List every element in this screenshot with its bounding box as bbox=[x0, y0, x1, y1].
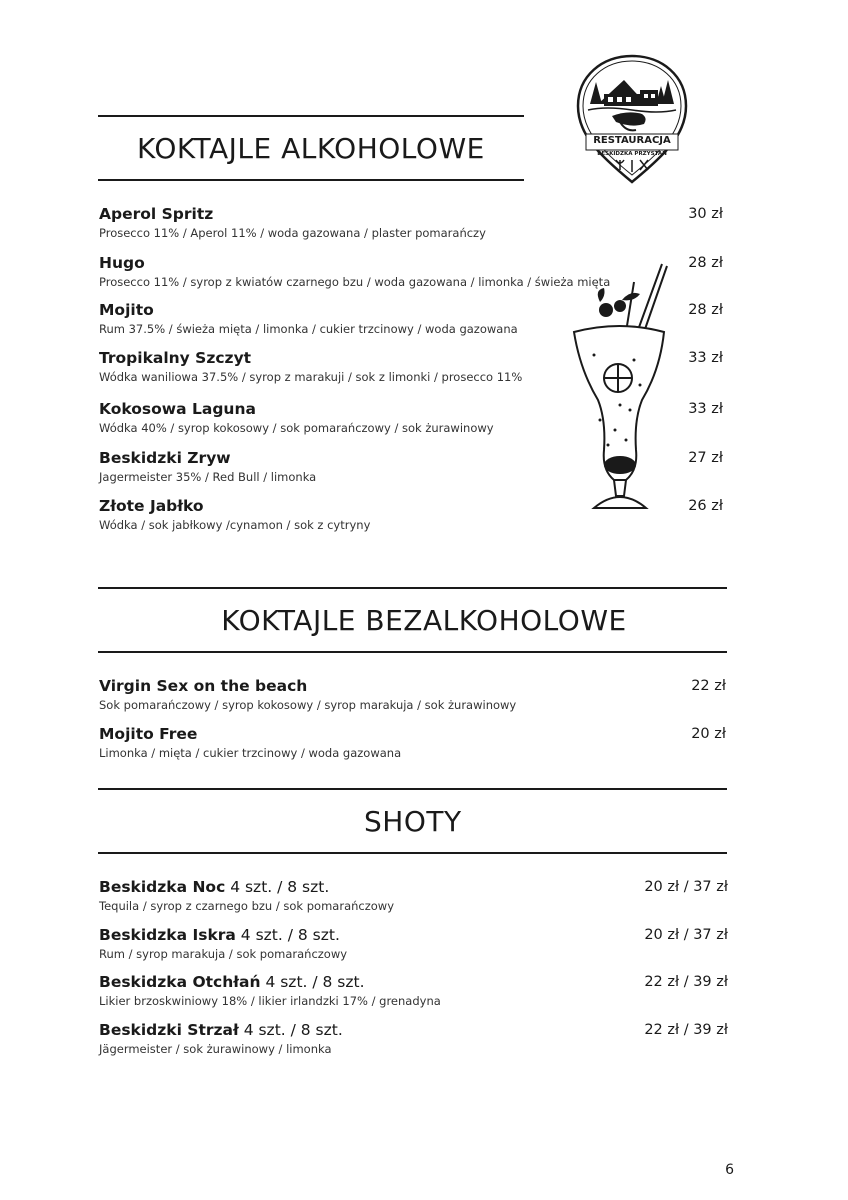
menu-item bbox=[99, 399, 729, 436]
item-name: Mojito bbox=[99, 301, 154, 319]
item-name: Hugo bbox=[99, 254, 145, 272]
section-rule-top bbox=[98, 587, 727, 589]
item-desc: Sok pomarańczowy / syrop kokosowy / syrop marakuja / sok żurawinowy bbox=[99, 698, 517, 712]
section-title: KOKTAJLE ALKOHOLOWE bbox=[137, 132, 485, 165]
item-name: Złote Jabłko bbox=[99, 497, 204, 515]
item-name: Tropikalny Szczyt bbox=[99, 349, 252, 367]
item-price: 28 zł bbox=[688, 255, 723, 271]
item-desc: Jagermeister 35% / Red Bull / limonka bbox=[99, 470, 317, 484]
item-name: Beskidzka Iskra bbox=[99, 926, 236, 944]
item-desc: Likier brzoskwiniowy 18% / likier irlandzki 17% / grenadyna bbox=[99, 994, 441, 1008]
item-name: Virgin Sex on the beach bbox=[99, 677, 308, 695]
section-rule-bottom bbox=[98, 852, 727, 854]
section-rule-top bbox=[98, 115, 524, 117]
item-name: Beskidzka Noc bbox=[99, 878, 226, 896]
item-price: 20 zł / 37 zł bbox=[644, 927, 728, 943]
page-number: 6 bbox=[725, 1162, 734, 1178]
menu-item bbox=[99, 448, 729, 485]
item-price: 26 zł bbox=[688, 498, 723, 514]
item-price: 33 zł bbox=[688, 350, 723, 366]
section-rule-bottom bbox=[98, 179, 524, 181]
item-price: 30 zł bbox=[688, 206, 723, 222]
menu-item bbox=[99, 496, 729, 533]
menu-item bbox=[99, 925, 729, 962]
section-title: KOKTAJLE BEZALKOHOLOWE bbox=[221, 604, 627, 637]
section-rule-top bbox=[98, 788, 727, 790]
menu-item bbox=[99, 724, 729, 761]
item-desc: Limonka / mięta / cukier trzcinowy / woda gazowana bbox=[99, 746, 402, 760]
logo-line-2: BESKIDZKA PRZYSTAŃ bbox=[597, 151, 667, 157]
menu-item bbox=[99, 348, 729, 385]
menu-item bbox=[99, 204, 729, 241]
item-name: Beskidzki Zryw bbox=[99, 449, 231, 467]
item-price: 22 zł / 39 zł bbox=[644, 974, 728, 990]
logo-line-1: RESTAURACJA bbox=[593, 135, 671, 146]
item-name: Aperol Spritz bbox=[99, 205, 214, 223]
item-name: Kokosowa Laguna bbox=[99, 400, 256, 418]
item-price: 28 zł bbox=[688, 302, 723, 318]
restaurant-logo bbox=[576, 54, 688, 184]
item-price: 33 zł bbox=[688, 401, 723, 417]
section-title: SHOTY bbox=[364, 805, 462, 838]
item-price: 22 zł bbox=[691, 678, 726, 694]
item-price: 27 zł bbox=[688, 450, 723, 466]
menu-item bbox=[99, 300, 729, 337]
item-price: 20 zł bbox=[691, 726, 726, 742]
item-quantity: 4 szt. / 8 szt. bbox=[225, 878, 330, 896]
item-quantity: 4 szt. / 8 szt. bbox=[238, 1021, 343, 1039]
item-quantity: 4 szt. / 8 szt. bbox=[260, 973, 365, 991]
item-price: 22 zł / 39 zł bbox=[644, 1022, 728, 1038]
section-rule-bottom bbox=[98, 651, 727, 653]
menu-item bbox=[99, 972, 729, 1009]
menu-item bbox=[99, 676, 729, 713]
menu-item bbox=[99, 1020, 729, 1057]
menu-item bbox=[99, 877, 729, 914]
item-desc: Jägermeister / sok żurawinowy / limonka bbox=[99, 1042, 332, 1056]
menu-item bbox=[99, 253, 729, 290]
item-desc: Prosecco 11% / Aperol 11% / woda gazowana / plaster pomarańczy bbox=[99, 226, 486, 240]
item-price: 20 zł / 37 zł bbox=[644, 879, 728, 895]
item-desc: Wódka waniliowa 37.5% / syrop z marakuji / sok z limonki / prosecco 11% bbox=[99, 370, 523, 384]
item-desc: Rum / syrop marakuja / sok pomarańczowy bbox=[99, 947, 348, 961]
item-name: Beskidzka Otchłań bbox=[99, 973, 261, 991]
item-quantity: 4 szt. / 8 szt. bbox=[235, 926, 340, 944]
item-desc: Rum 37.5% / świeża mięta / limonka / cukier trzcinowy / woda gazowana bbox=[99, 322, 518, 336]
item-name: Mojito Free bbox=[99, 725, 198, 743]
item-desc: Wódka 40% / syrop kokosowy / sok pomarańczowy / sok żurawinowy bbox=[99, 421, 494, 435]
item-desc: Tequila / syrop z czarnego bzu / sok pomarańczowy bbox=[99, 899, 395, 913]
item-desc: Wódka / sok jabłkowy /cynamon / sok z cytryny bbox=[99, 518, 371, 532]
item-name: Beskidzki Strzał bbox=[99, 1021, 239, 1039]
item-desc: Prosecco 11% / syrop z kwiatów czarnego bzu / woda gazowana / limonka / świeża mięta bbox=[99, 275, 611, 289]
